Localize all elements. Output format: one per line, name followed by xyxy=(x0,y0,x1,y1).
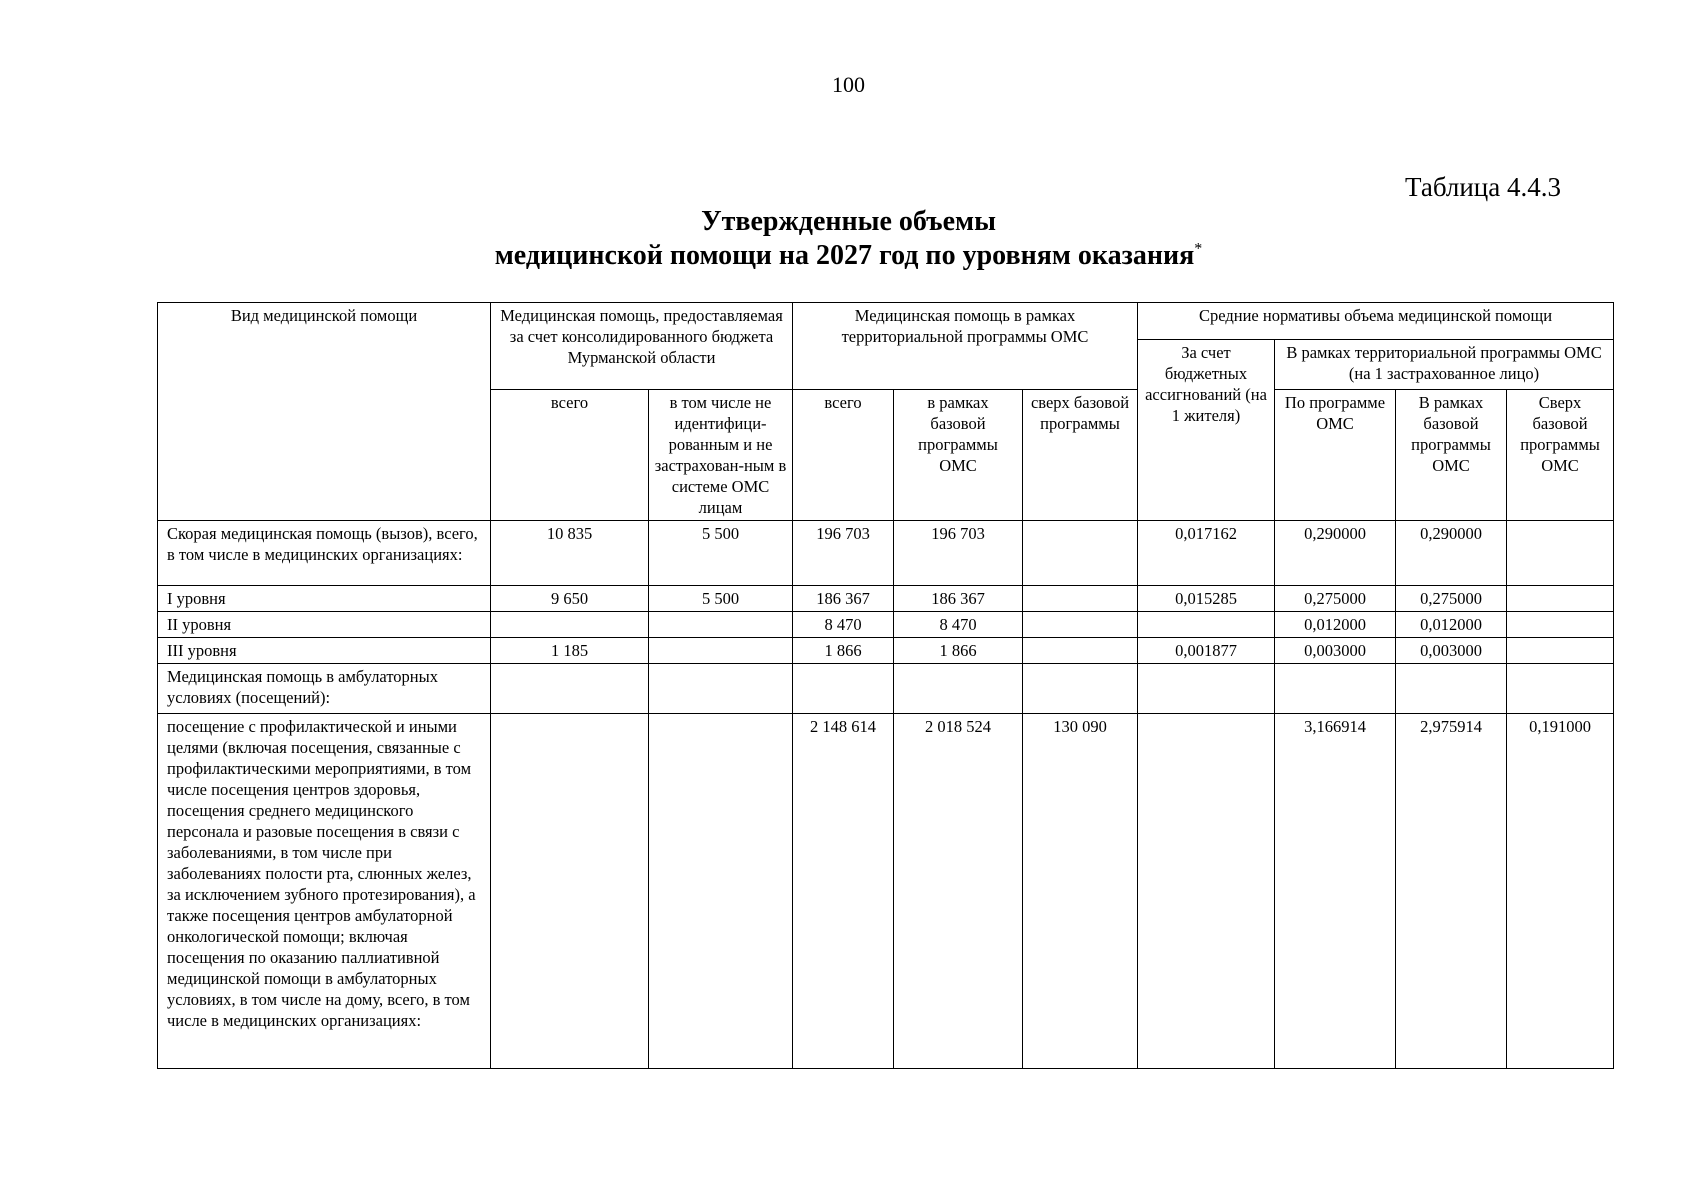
cell-norm-program: 0,275000 xyxy=(1275,586,1396,612)
cell-budget-total: 1 185 xyxy=(491,638,649,664)
cell-budget-total xyxy=(491,612,649,638)
header-oms-total: всего xyxy=(793,390,894,521)
cell-oms-total xyxy=(793,664,894,714)
table-row xyxy=(158,714,1614,1069)
cell-norm-base: 0,290000 xyxy=(1396,521,1507,586)
cell-budget-uninsured xyxy=(649,664,793,714)
header-oms-over: сверх базовой программы xyxy=(1023,390,1138,521)
cell-oms-over xyxy=(1023,638,1138,664)
page-number: 100 xyxy=(832,72,865,97)
cell-oms-base xyxy=(894,664,1023,714)
cell-norm-program: 3,166914 xyxy=(1275,714,1396,1069)
cell-norm-base xyxy=(1396,664,1507,714)
cell-norm-budget: 0,001877 xyxy=(1138,638,1275,664)
cell-norm-over xyxy=(1507,664,1614,714)
header-budget-uninsured: в том числе не идентифици-рованным и не застрахован-ным в системе ОМС лицам xyxy=(649,390,793,521)
header-norms-budget: За счет бюджетных ассигнований (на 1 жителя) xyxy=(1138,340,1275,521)
cell-budget-uninsured xyxy=(649,638,793,664)
cell-budget-uninsured xyxy=(649,612,793,638)
cell-budget-total xyxy=(491,664,649,714)
row-name: Медицинская помощь в амбулаторных условиях (посещений): xyxy=(158,664,491,714)
cell-oms-over xyxy=(1023,612,1138,638)
cell-oms-base: 8 470 xyxy=(894,612,1023,638)
cell-norm-base: 0,003000 xyxy=(1396,638,1507,664)
header-budget-total: всего xyxy=(491,390,649,521)
header-oms-group: Медицинская помощь в рамках территориальной программы ОМС xyxy=(793,303,1138,390)
cell-norm-over: 0,191000 xyxy=(1507,714,1614,1069)
cell-oms-total: 196 703 xyxy=(793,521,894,586)
cell-oms-base: 1 866 xyxy=(894,638,1023,664)
cell-norm-over xyxy=(1507,521,1614,586)
title-line-2-wrap xyxy=(0,239,1697,273)
cell-oms-total: 8 470 xyxy=(793,612,894,638)
row-name: посещение с профилактической и иными целями (включая посещения, связанные с профилактическими мероприятиями, в том числе посещения центров здоровья, посещения среднего медицинского персонала и разовые посещения в связи с заболеваниями, в том числе при заболеваниях полости рта, слюнных желез, за исключением зубного протезирования), а также посещения центров амбулаторной онкологической помощи; включая посещения по оказанию паллиативной медицинской помощи в амбулаторных условиях, в том числе на дому, всего, в том числе в медицинских организациях: xyxy=(158,714,491,1069)
cell-norm-budget xyxy=(1138,714,1275,1069)
cell-oms-over xyxy=(1023,664,1138,714)
header-norms-group: Средние нормативы объема медицинской помощи xyxy=(1138,303,1614,340)
row-name: Скорая медицинская помощь (вызов), всего, в том числе в медицинских организациях: xyxy=(158,521,491,586)
cell-budget-total: 10 835 xyxy=(491,521,649,586)
cell-oms-total: 186 367 xyxy=(793,586,894,612)
cell-budget-total xyxy=(491,714,649,1069)
cell-oms-over xyxy=(1023,521,1138,586)
table-row xyxy=(158,664,1614,714)
cell-budget-uninsured xyxy=(649,714,793,1069)
cell-norm-base: 0,275000 xyxy=(1396,586,1507,612)
title-footnote-mark: * xyxy=(1194,240,1203,258)
cell-norm-budget xyxy=(1138,612,1275,638)
header-norms-oms-group: В рамках территориальной программы ОМС (на 1 застрахованное лицо) xyxy=(1275,340,1614,390)
header-norm-base: В рамках базовой программы ОМС xyxy=(1396,390,1507,521)
cell-norm-base: 0,012000 xyxy=(1396,612,1507,638)
cell-oms-base: 196 703 xyxy=(894,521,1023,586)
cell-norm-base: 2,975914 xyxy=(1396,714,1507,1069)
table-row xyxy=(158,638,1614,664)
cell-norm-budget: 0,017162 xyxy=(1138,521,1275,586)
cell-oms-base: 186 367 xyxy=(894,586,1023,612)
cell-oms-over: 130 090 xyxy=(1023,714,1138,1069)
row-name: I уровня xyxy=(158,586,491,612)
cell-oms-over xyxy=(1023,586,1138,612)
table-label: Таблица 4.4.3 xyxy=(1405,172,1561,202)
table-row xyxy=(158,586,1614,612)
table-row xyxy=(158,521,1614,586)
title-line-1: Утвержденные объемы xyxy=(701,206,996,237)
header-norm-over: Сверх базовой программы ОМС xyxy=(1507,390,1614,521)
cell-norm-budget: 0,015285 xyxy=(1138,586,1275,612)
cell-oms-base: 2 018 524 xyxy=(894,714,1023,1069)
header-norm-program: По программе ОМС xyxy=(1275,390,1396,521)
table-row xyxy=(158,612,1614,638)
row-name: II уровня xyxy=(158,612,491,638)
cell-norm-program: 0,290000 xyxy=(1275,521,1396,586)
document-title xyxy=(0,205,1697,273)
cell-norm-over xyxy=(1507,638,1614,664)
row-name: III уровня xyxy=(158,638,491,664)
cell-oms-total: 2 148 614 xyxy=(793,714,894,1069)
title-line-2: медицинской помощи на 2027 год по уровням оказания xyxy=(494,240,1195,271)
cell-budget-uninsured: 5 500 xyxy=(649,586,793,612)
cell-norm-budget xyxy=(1138,664,1275,714)
cell-budget-uninsured: 5 500 xyxy=(649,521,793,586)
cell-norm-program: 0,012000 xyxy=(1275,612,1396,638)
header-kind: Вид медицинской помощи xyxy=(158,303,491,521)
cell-norm-over xyxy=(1507,612,1614,638)
cell-norm-over xyxy=(1507,586,1614,612)
header-oms-base: в рамках базовой программы ОМС xyxy=(894,390,1023,521)
cell-norm-program: 0,003000 xyxy=(1275,638,1396,664)
header-budget-group: Медицинская помощь, предоставляемая за счет консолидированного бюджета Мурманской области xyxy=(491,303,793,390)
cell-budget-total: 9 650 xyxy=(491,586,649,612)
volumes-table xyxy=(157,302,1614,1069)
cell-norm-program xyxy=(1275,664,1396,714)
cell-oms-total: 1 866 xyxy=(793,638,894,664)
